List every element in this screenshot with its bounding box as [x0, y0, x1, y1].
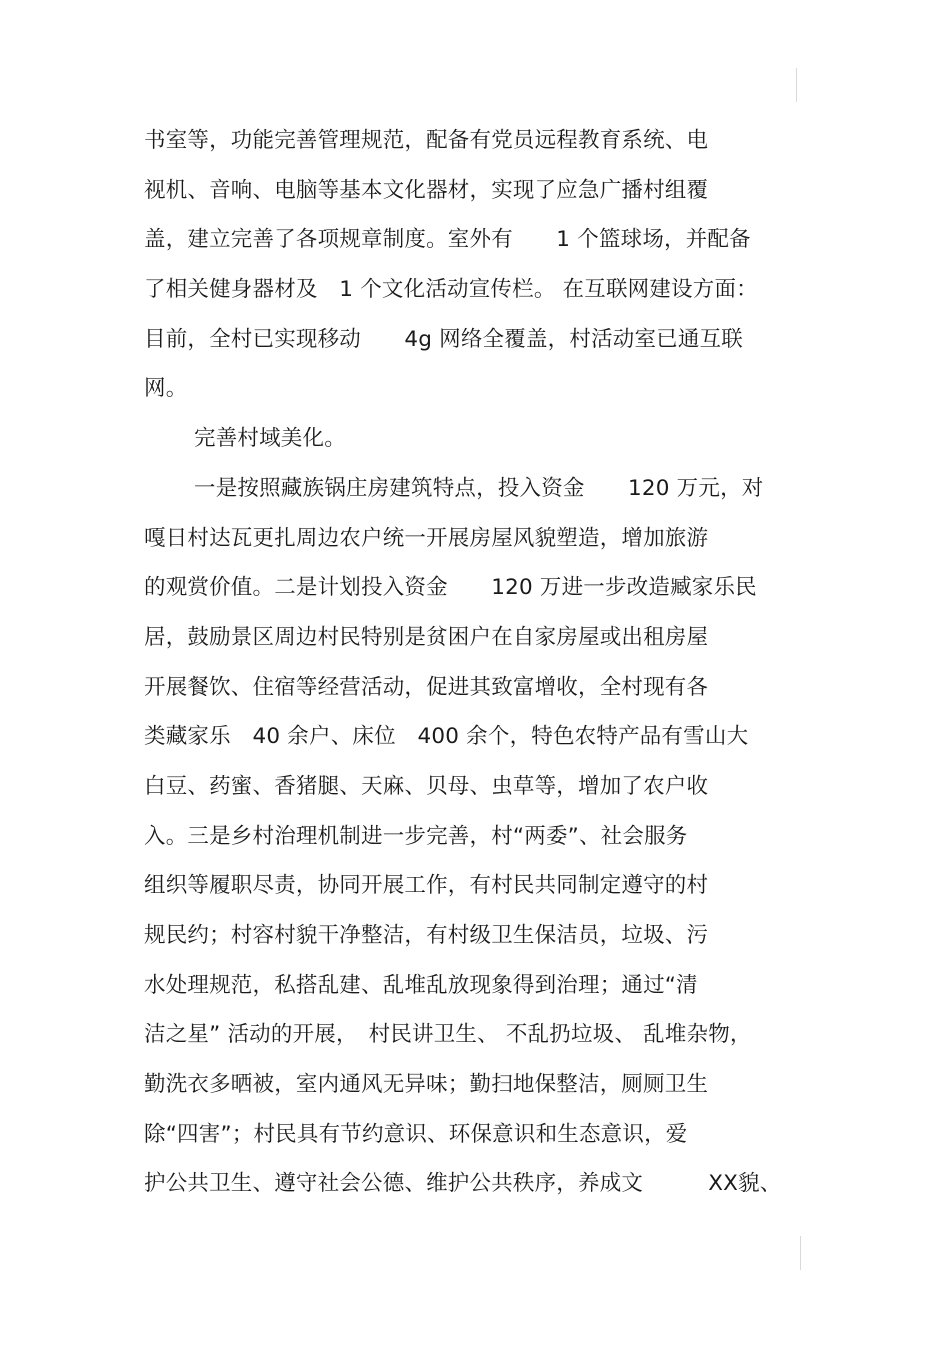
page-edge-mark-top — [796, 68, 797, 102]
text-line: 水处理规范，私搭乱建、乱堆乱放现象得到治理；通过“清 — [144, 972, 698, 998]
text-line: 白豆、药蜜、香猪腿、天麻、贝母、虫草等，增加了农户收 — [144, 773, 709, 799]
text-line: 目前，全村已实现移动 4g 网络全覆盖，村活动室已通互联 — [144, 326, 743, 352]
paragraph-first-line: 一是按照藏族锅庄房建筑特点，投入资金 120 万元，对 — [194, 475, 764, 501]
text-line: 除“四害”；村民具有节约意识、环保意识和生态意识，爱 — [144, 1121, 688, 1147]
text-line: 类藏家乐 40 余户、床位 400 余个，特色农特产品有雪山大 — [144, 724, 749, 750]
text-line: 洁之星” 活动的开展， 村民讲卫生、 不乱扔垃圾、 乱堆杂物， — [144, 1022, 752, 1048]
text-line: 嘎日村达瓦更扎周边农户统一开展房屋风貌塑造，增加旅游 — [144, 525, 709, 551]
page-edge-mark-bottom — [800, 1236, 801, 1270]
text-line: 规民约；村容村貌干净整洁，有村级卫生保洁员，垃圾、污 — [144, 923, 709, 948]
text-line: 组织等履职尽责，协同开展工作，有村民共同制定遵守的村 — [144, 873, 709, 899]
text-line: 盖，建立完善了各项规章制度。室外有 1 个篮球场，并配备 — [144, 227, 751, 253]
text-line: 居，鼓励景区周边村民特别是贫困户在自家房屋或出租房屋 — [144, 624, 709, 650]
text-line: 护公共卫生、遵守社会公德、维护公共秩序，养成文 XX貌、 — [144, 1171, 782, 1197]
section-heading: 完善村域美化。 — [194, 426, 346, 452]
text-line: 网。 — [144, 376, 188, 402]
text-line: 书室等，功能完善管理规范，配备有党员远程教育系统、电 — [144, 128, 709, 153]
text-line: 入。三是乡村治理机制进一步完善，村“两委”、社会服务 — [144, 823, 688, 849]
text-line: 开展餐饮、住宿等经营活动，促进其致富增收，全村现有各 — [144, 674, 709, 700]
text-line: 视机、音响、电脑等基本文化器材，实现了应急广播村组覆 — [144, 177, 709, 203]
text-line: 勤洗衣多晒被，室内通风无异味；勤扫地保整洁，厕厕卫生 — [144, 1072, 709, 1098]
text-line: 了相关健身器材及 1 个文化活动宣传栏。 在互联网建设方面： — [144, 277, 758, 303]
body-text — [144, 116, 814, 1209]
text-line: 的观赏价值。二是计划投入资金 120 万进一步改造臧家乐民 — [144, 575, 757, 601]
